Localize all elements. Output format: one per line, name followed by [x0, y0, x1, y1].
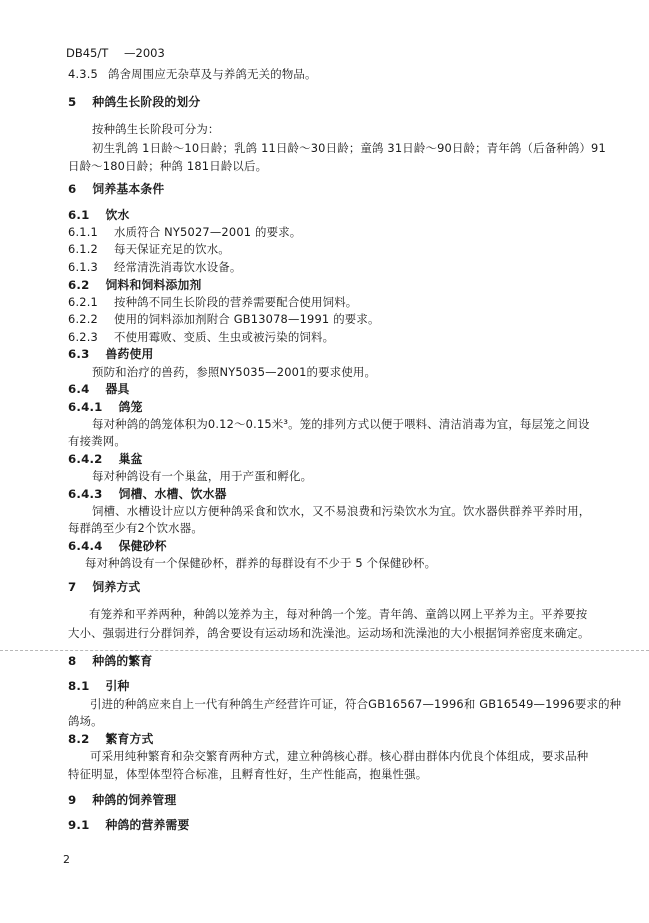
section-title: 饲养基本条件 [92, 182, 165, 196]
section-6-4-heading [68, 381, 130, 397]
clause-6-1-2 [68, 241, 230, 257]
clause-title: 鸽笼 [118, 400, 143, 414]
clause-text: 使用的饲料添加剂附合 GB13078—1991 的要求。 [113, 312, 380, 326]
section-7-heading [68, 579, 140, 595]
clause-6-2-3 [68, 329, 334, 345]
section-title: 兽药使用 [105, 347, 154, 361]
paragraph: 有接粪网。 [68, 434, 126, 448]
section-title: 繁育方式 [105, 732, 154, 746]
clause-number: 6.1.3 [68, 260, 98, 274]
scan-artifact-line [0, 650, 649, 651]
section-title: 饮水 [105, 208, 130, 222]
section-8-heading [68, 653, 152, 669]
section-number: 9.1 [68, 818, 90, 832]
clause-number: 6.2.3 [68, 330, 98, 344]
section-9-1-heading [68, 817, 189, 833]
clause-number: 4.3.5 [68, 67, 98, 81]
clause-number: 6.1.1 [68, 225, 98, 239]
section-title: 种鸽的饲养管理 [92, 793, 177, 807]
paragraph: 饲槽、水槽设计应以方便种鸽采食和饮水，又不易浪费和污染饮水为宜。饮水器供群养平养时用， [92, 504, 591, 518]
clause-number: 6.2.2 [68, 312, 98, 326]
section-title: 种鸽生长阶段的划分 [92, 95, 201, 109]
paragraph: 特征明显，体型体型符合标准，且孵育性好，生产性能高，抱巢性强。 [68, 767, 428, 781]
clause-number: 6.1.2 [68, 242, 98, 256]
section-6-1-heading [68, 207, 130, 223]
section-number: 6.1 [68, 208, 90, 222]
clause-text: 按种鸽不同生长阶段的营养需要配合使用饲料。 [113, 295, 358, 309]
section-6-3-heading [68, 346, 154, 362]
section-5-heading [68, 94, 200, 110]
clause-number: 6.2.1 [68, 295, 98, 309]
paragraph: 初生乳鸽 1日龄～10日龄；乳鸽 11日龄～30日龄；童鸽 31日龄～90日龄；青年鸽（后备种鸽）91 [92, 141, 606, 155]
paragraph: 引进的种鸽应来自上一代有种鸽生产经营许可证，符合GB16567—1996和 GB16549—1996要求的种 [90, 697, 622, 711]
section-number: 7 [68, 580, 77, 594]
clause-text: 鸽舍周围应无杂草及与养鸽无关的物品。 [107, 67, 317, 81]
clause-text: 不使用霉败、变质、生虫或被污染的饲料。 [113, 330, 335, 344]
section-number: 5 [68, 95, 77, 109]
clause-4-3-5 [68, 66, 317, 82]
standard-code: DB45/T [66, 46, 109, 60]
section-title: 饲养方式 [92, 580, 141, 594]
clause-number: 6.4.3 [68, 487, 103, 501]
section-number: 6.2 [68, 278, 90, 292]
section-6-heading [68, 181, 164, 197]
clause-6-1-1 [68, 224, 301, 240]
clause-6-2-1 [68, 294, 357, 310]
section-title: 饲料和饲料添加剂 [105, 278, 202, 292]
paragraph: 每对种鸽设有一个保健砂杯，群养的每群设有不少于 5 个保健砂杯。 [85, 556, 437, 570]
clause-text: 水质符合 NY5027—2001 的要求。 [113, 225, 302, 239]
clause-6-2-2 [68, 311, 380, 327]
clause-6-4-3-heading [68, 486, 227, 502]
paragraph: 每对种鸽设有一个巢盆，用于产蛋和孵化。 [92, 469, 313, 483]
section-9-heading [68, 792, 176, 808]
clause-number: 6.4.1 [68, 400, 103, 414]
paragraph: 日龄～180日龄；种鸽 181日龄以后。 [68, 159, 268, 173]
section-number: 6 [68, 182, 77, 196]
paragraph: 每群鸽至少有2个饮水器。 [68, 521, 203, 535]
section-title: 种鸽的营养需要 [105, 818, 190, 832]
clause-text: 经常清洗消毒饮水设备。 [113, 260, 242, 274]
paragraph: 有笼养和平养两种，种鸽以笼养为主，每对种鸽一个笼。青年鸽、童鸽以网上平养为主。平养要按 [89, 607, 588, 621]
section-number: 8 [68, 654, 77, 668]
section-number: 8.1 [68, 679, 90, 693]
clause-text: 每天保证充足的饮水。 [113, 242, 230, 256]
page-header [66, 46, 165, 60]
paragraph: 预防和治疗的兽药，参照NY5035—2001的要求使用。 [92, 365, 377, 379]
paragraph: 大小、强弱进行分群饲养，鸽舍要设有运动场和洗澡池。运动场和洗澡池的大小根据饲养密度来确定。 [68, 626, 590, 640]
clause-6-4-2-heading [68, 451, 143, 467]
section-8-1-heading [68, 678, 130, 694]
paragraph: 鸽场。 [68, 714, 103, 728]
section-title: 器具 [105, 382, 130, 396]
section-title: 种鸽的繁育 [92, 654, 153, 668]
clause-title: 饲槽、水槽、饮水器 [118, 487, 227, 501]
section-8-2-heading [68, 731, 154, 747]
paragraph: 每对种鸽的鸽笼体积为0.12～0.15米³。笼的排列方式以便于喂料、清洁消毒为宜，每层笼之间设 [92, 417, 590, 431]
page-number: 2 [63, 853, 70, 866]
standard-year: —2003 [124, 46, 165, 60]
paragraph: 按种鸽生长阶段可分为： [92, 122, 220, 136]
clause-number: 6.4.4 [68, 539, 103, 553]
clause-number: 6.4.2 [68, 452, 103, 466]
section-title: 引种 [105, 679, 130, 693]
clause-title: 保健砂杯 [118, 539, 167, 553]
clause-6-4-4-heading [68, 538, 167, 554]
clause-6-1-3 [68, 259, 241, 275]
clause-6-4-1-heading [68, 399, 143, 415]
section-number: 6.3 [68, 347, 90, 361]
section-6-2-heading [68, 277, 201, 293]
clause-title: 巢盆 [118, 452, 143, 466]
section-number: 8.2 [68, 732, 90, 746]
paragraph: 可采用纯种繁育和杂交繁育两种方式，建立种鸽核心群。核心群由群体内优良个体组成，要求品种 [90, 749, 589, 763]
section-number: 9 [68, 793, 77, 807]
section-number: 6.4 [68, 382, 90, 396]
